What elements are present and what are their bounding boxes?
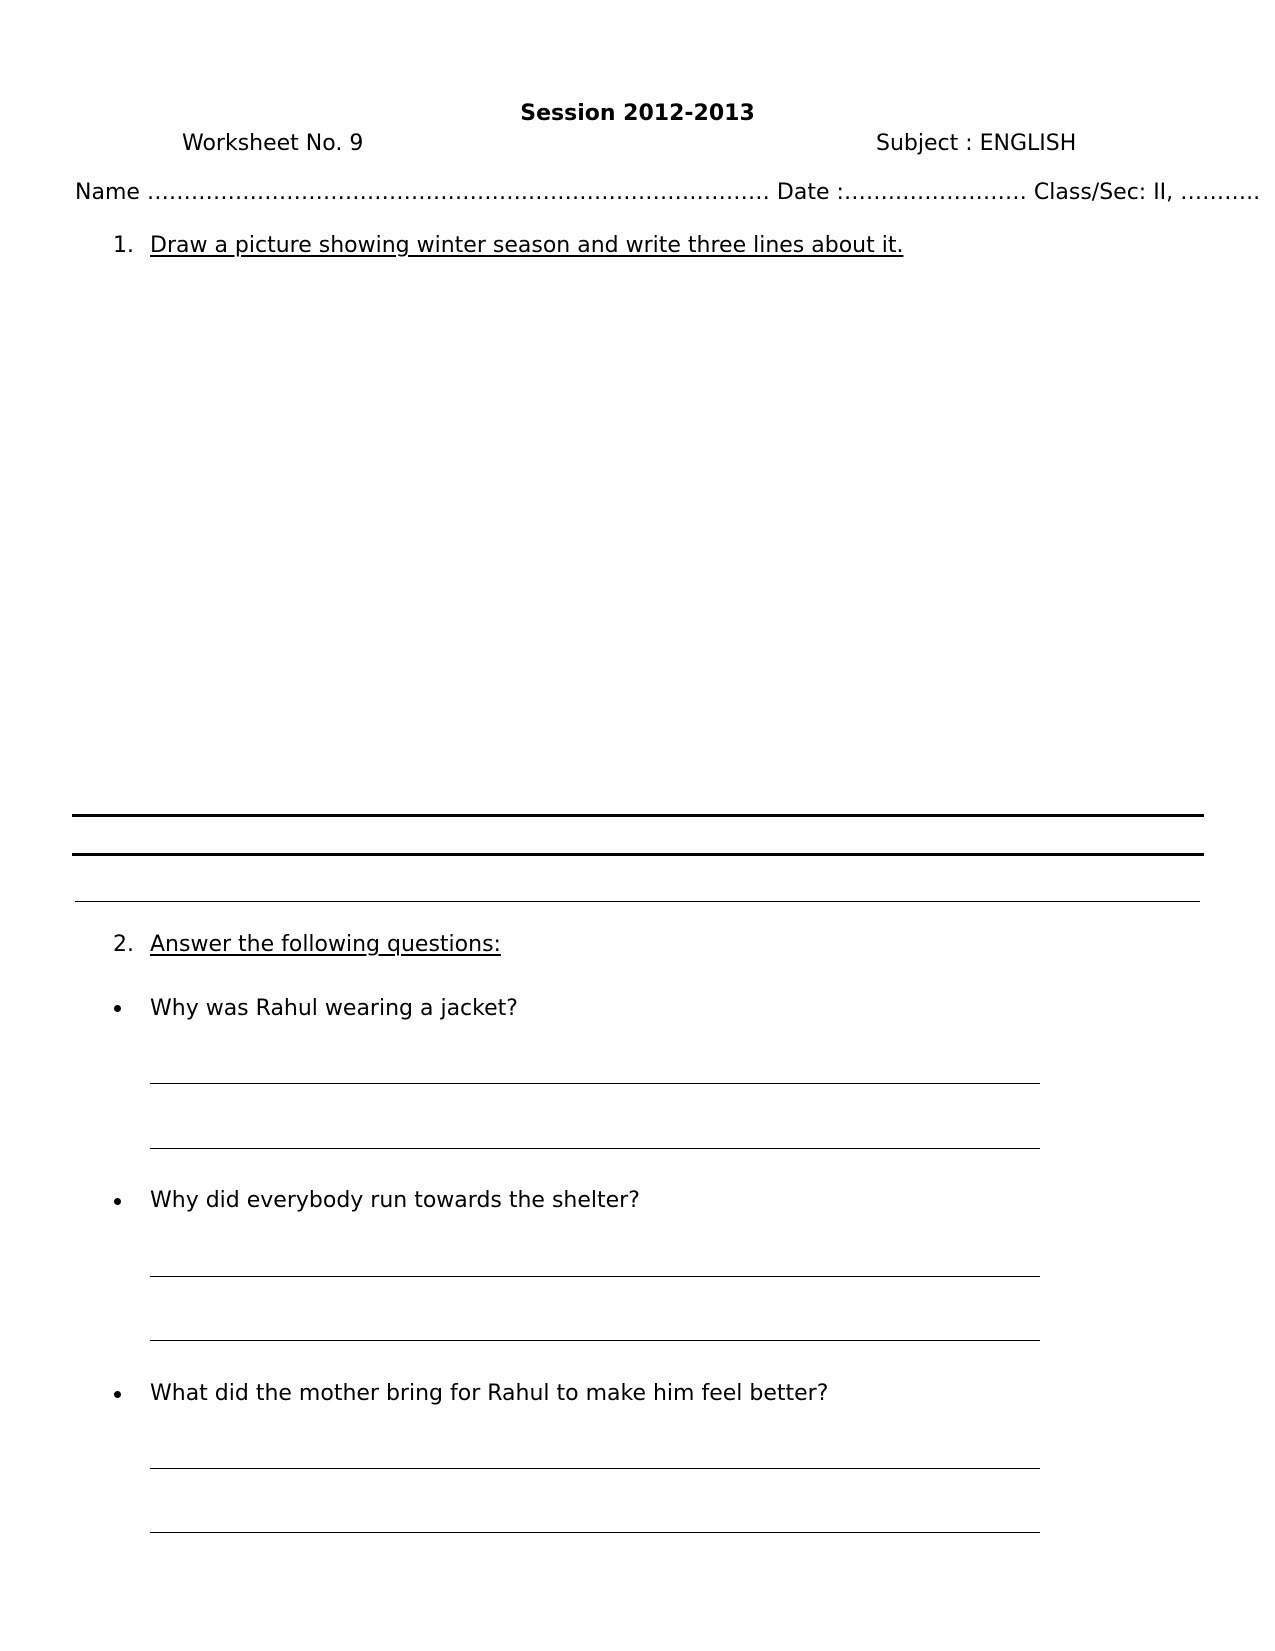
sub-question-3-answer-line-1[interactable] bbox=[150, 1468, 1040, 1469]
sub-question-2-answer-line-1[interactable] bbox=[150, 1276, 1040, 1277]
question-1-number: 1. bbox=[113, 233, 134, 258]
name-field[interactable]: …………………………………………….…………………………… bbox=[146, 180, 777, 205]
bullet-icon bbox=[114, 1005, 121, 1012]
session-title: Session 2012-2013 bbox=[520, 101, 755, 126]
answer-line-3[interactable] bbox=[75, 901, 1200, 902]
sub-question-2-answer-line-2[interactable] bbox=[150, 1340, 1040, 1341]
worksheet-number: Worksheet No. 9 bbox=[182, 131, 364, 156]
answer-line-2[interactable] bbox=[72, 853, 1204, 856]
subject-label: Subject : ENGLISH bbox=[876, 131, 1077, 156]
class-sec-label: Class/Sec: II, bbox=[1033, 180, 1174, 205]
sub-question-1: Why was Rahul wearing a jacket? bbox=[150, 996, 518, 1021]
bullet-icon bbox=[114, 1391, 121, 1398]
sub-question-3-answer-line-2[interactable] bbox=[150, 1532, 1040, 1533]
bullet-icon bbox=[114, 1198, 121, 1205]
sub-question-1-answer-line-2[interactable] bbox=[150, 1148, 1040, 1149]
sub-question-2: Why did everybody run towards the shelter? bbox=[150, 1188, 640, 1213]
question-2-text: Answer the following questions: bbox=[150, 932, 501, 957]
drawing-area[interactable] bbox=[72, 270, 1204, 800]
name-label: Name bbox=[75, 180, 140, 205]
section-field[interactable]: ……….. bbox=[1173, 180, 1261, 205]
question-1-text: Draw a picture showing winter season and write three lines about it. bbox=[150, 233, 904, 258]
date-field[interactable]: …….……………… bbox=[843, 180, 1034, 205]
sub-question-1-answer-line-1[interactable] bbox=[150, 1083, 1040, 1084]
sub-question-3: What did the mother bring for Rahul to make him feel better? bbox=[150, 1381, 829, 1406]
date-label: Date : bbox=[776, 180, 844, 205]
info-line bbox=[75, 180, 1260, 206]
answer-line-1[interactable] bbox=[72, 814, 1204, 817]
question-2-number: 2. bbox=[113, 932, 134, 957]
